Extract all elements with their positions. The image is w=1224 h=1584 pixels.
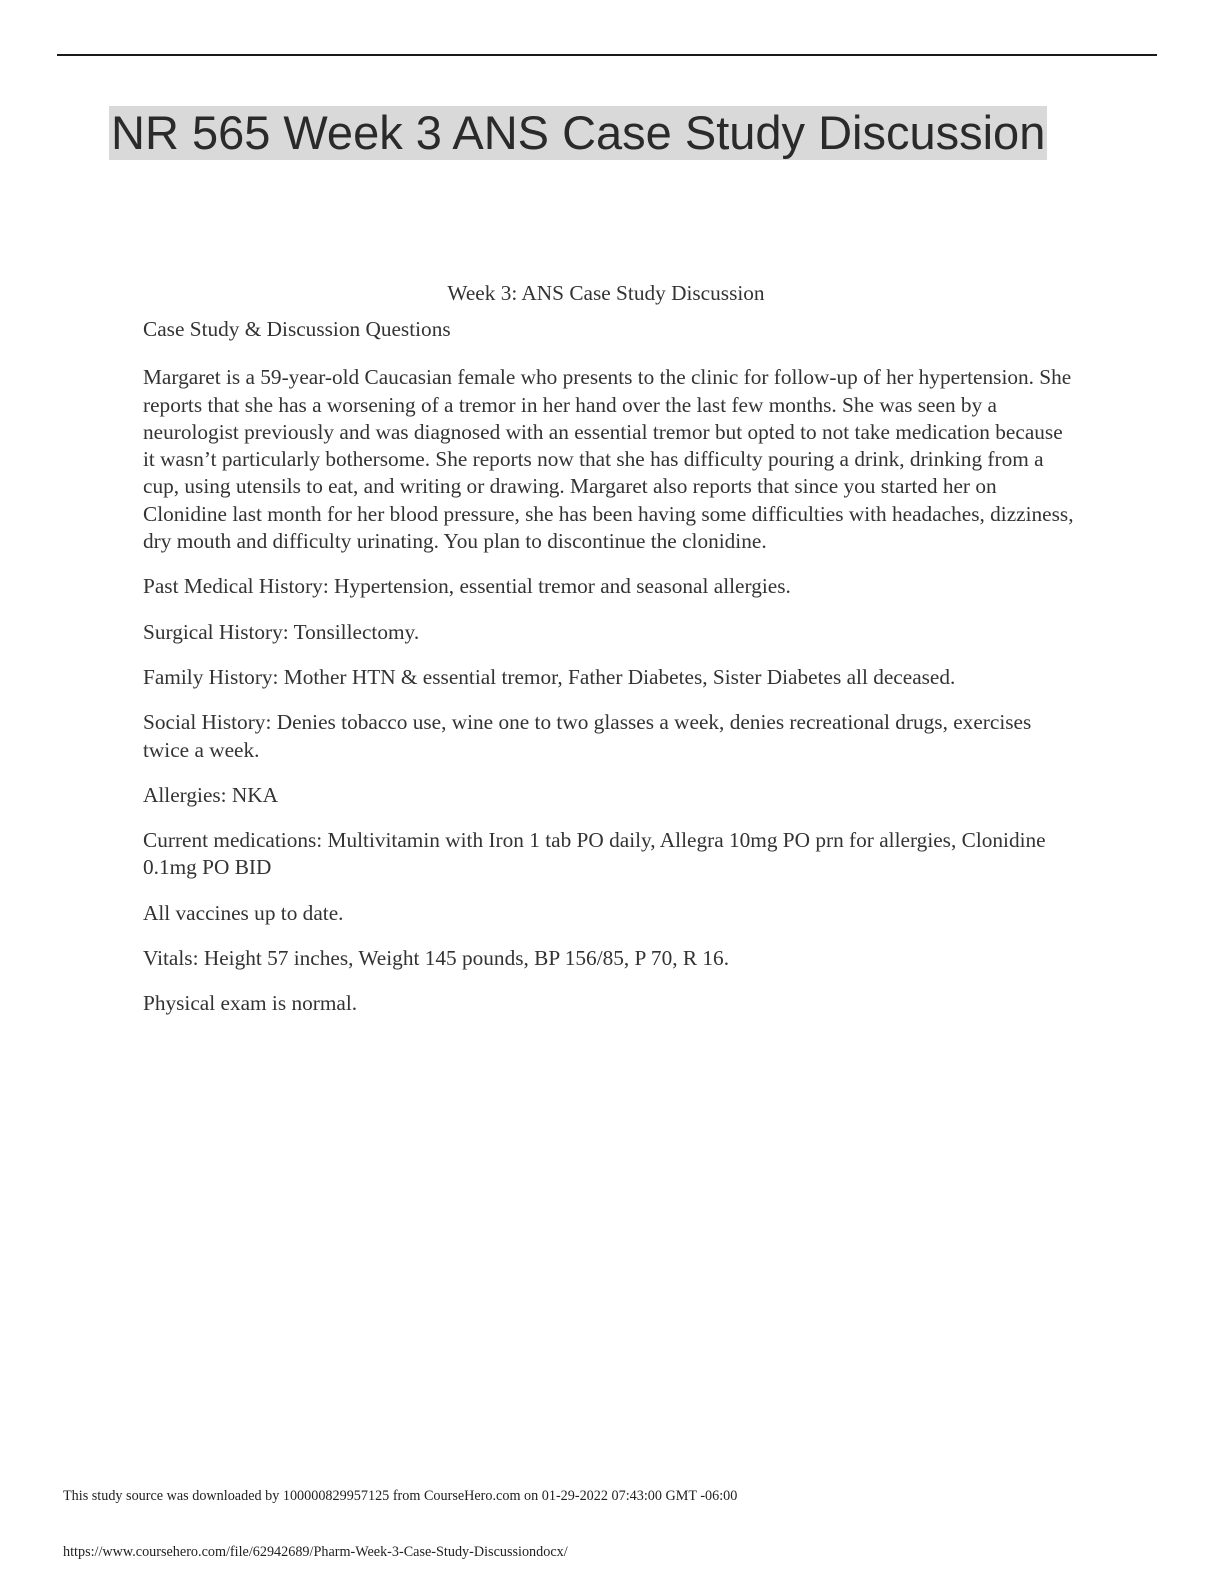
surgical-history: Surgical History: Tonsillectomy.: [143, 619, 420, 644]
case-study-body: [143, 316, 1078, 1036]
social-history: Social History: Denies tobacco use, wine one to two glasses a week, denies recreational drugs, exercises twice a week.: [143, 710, 1032, 762]
current-medications: Current medications: Multivitamin with Iron 1 tab PO daily, Allegra 10mg PO prn for allergies, Clonidine 0.1mg PO BID: [143, 828, 1046, 880]
family-history: Family History: Mother HTN & essential tremor, Father Diabetes, Sister Diabetes all deceased.: [143, 664, 956, 689]
vaccines-status: All vaccines up to date.: [143, 900, 344, 925]
section-heading: Case Study & Discussion Questions: [143, 317, 451, 341]
document-subtitle: Week 3: ANS Case Study Discussion: [447, 281, 765, 305]
physical-exam: Physical exam is normal.: [143, 991, 358, 1016]
document-title: NR 565 Week 3 ANS Case Study Discussion: [111, 106, 1046, 159]
top-divider: [57, 54, 1157, 56]
allergies: Allergies: NKA: [143, 782, 279, 807]
case-narrative: Margaret is a 59-year-old Caucasian female who presents to the clinic for follow-up of her hypertension. She reports that she has a worsening of a tremor in her hand over the last few months. She was seen by a neurologist previously and was diagnosed with an essential tremor but opted to not take medication because it wasn’t particularly bothersome. She reports now that she has difficulty pouring a drink, drinking from a cup, using utensils to eat, and writing or drawing. Margaret also reports that since you started her on Clonidine last month for her blood pressure, she has been having some difficulties with headaches, dizziness, dry mouth and difficulty urinating. You plan to discontinue the clonidine.: [143, 365, 1074, 554]
download-source-note: This study source was downloaded by 100000829957125 from CourseHero.com on 01-29-2022 07:43:00 GMT -06:00: [63, 1488, 738, 1504]
vitals: Vitals: Height 57 inches, Weight 145 pounds, BP 156/85, P 70, R 16.: [143, 946, 730, 971]
source-url[interactable]: https://www.coursehero.com/file/62942689/Pharm-Week-3-Case-Study-Discussiondocx/: [63, 1544, 568, 1560]
past-medical-history: Past Medical History: Hypertension, essential tremor and seasonal allergies.: [143, 574, 791, 599]
